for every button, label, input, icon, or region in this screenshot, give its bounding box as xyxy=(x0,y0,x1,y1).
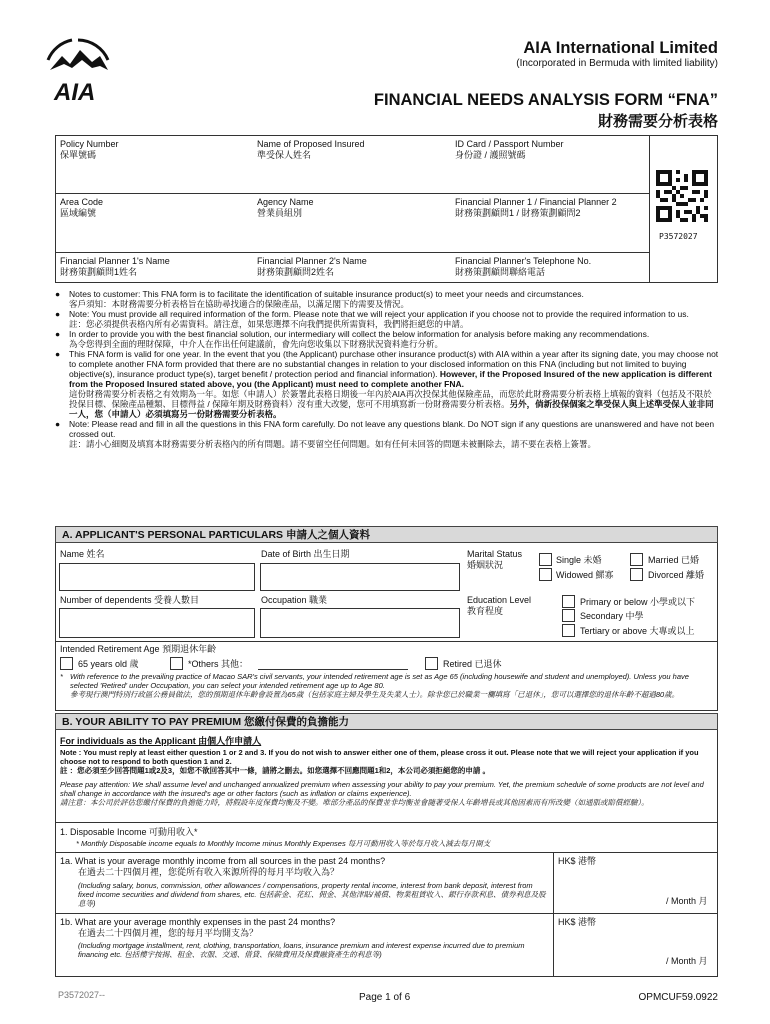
note-3-en: In order to provide you with the best financial solution, our intermediary will collect the below information for analysis before making any recommendations. xyxy=(69,329,650,339)
area-code-label-zh: 區域編號 xyxy=(60,208,97,218)
agency-name-label: Agency Name xyxy=(257,197,314,207)
id-card-label-zh: 身份證 / 護照號碼 xyxy=(455,150,526,160)
dependents-field[interactable] xyxy=(59,608,255,638)
divorced-label: Divorced 離婚 xyxy=(648,570,705,580)
individuals-heading: For individuals as the Applicant 由個人作申請人 xyxy=(60,736,262,746)
dob-label: Date of Birth 出生日期 xyxy=(261,549,350,559)
proposed-insured-label-zh: 準受保人姓名 xyxy=(257,150,312,160)
note-4-en-bold: However, if the Proposed Insured of the new application is different from the Proposed Insured stated above, you (the Applicant) must need to complete another FNA. xyxy=(69,369,712,389)
section-b-note-zh: 註 ：您必須至少回答問題1或2及3，如您不欲回答其中一條，請將之刪去。如您選擇不回應問題1和2，本公司必須拒絕您的申請 。 xyxy=(60,766,491,775)
planner1-name-label: Financial Planner 1's Name xyxy=(60,256,170,266)
page-number: Page 1 of 6 xyxy=(359,992,411,1003)
single-label: Single 未婚 xyxy=(556,555,602,565)
planner-label: Financial Planner 1 / Financial Planner 2 xyxy=(455,197,617,207)
section-a-title: A. APPLICANT'S PERSONAL PARTICULARS 申請人之個人資料 xyxy=(55,526,718,543)
company-sub: (Incorporated in Bermuda with limited liability) xyxy=(516,58,718,69)
q1b-per-month: / Month 月 xyxy=(666,956,708,966)
notes-list xyxy=(55,289,720,449)
logo-text: AIA xyxy=(54,79,96,106)
name-field[interactable] xyxy=(59,563,255,591)
occupation-label: Occupation 職業 xyxy=(261,595,328,605)
retire-note-zh: 參考現行澳門特別行政區公務員做法，您的預期退休年齡會設置為65歲（包括家庭主婦及學生及失業人士）。除非您已於職業一欄填寫「已退休」，您可以選擇您的退休年齡不超過80歲。 xyxy=(70,690,680,699)
secondary-label: Secondary 中學 xyxy=(580,611,644,621)
barcode-number: P3572027 xyxy=(659,232,698,241)
note-4-zh-bold: 另外，倘新投保個案之準受保人與上述準受保人並非同一人，您（申請人）必須填寫另一份財務需要分析表格。 xyxy=(69,399,714,419)
note-item xyxy=(55,329,720,349)
q1a-question-zh: 在過去二十四個月裡，您從所有收入來源所得的每月平均收入為？ xyxy=(78,867,340,877)
dependents-label: Number of dependents 受養人數目 xyxy=(60,595,200,605)
planner2-name-label: Financial Planner 2's Name xyxy=(257,256,367,266)
q1b-question-zh: 在過去二十四個月裡，您的每月平均開支為？ xyxy=(78,928,259,938)
planner-tel-label: Financial Planner's Telephone No. xyxy=(455,256,592,266)
qr-code xyxy=(656,170,708,222)
others-line[interactable] xyxy=(258,669,408,670)
planner-tel-label-zh: 財務策劃顧問聯絡電話 xyxy=(455,267,546,277)
retire-note-en: With reference to the prevailing practice of Macao SAR's civil servants, your intended retirement age is set as Age 65 (including housewife and student and unemployed). Unless you have selected 'Retired' under Occupation, you can select your intended retirement age up to Age 80. xyxy=(70,672,689,690)
note-4-zh: 這份財務需要分析表格之有效期為一年。如您（申請人）於簽署此表格日期後一年內於AIA再次投保其他保險產品，而您於此財務需要分析表格上填報的資料（包括及不限於投保目標、保險產品種類、目標得益 / 保障年期及財務資料）沒有重大改變，您可不用填寫新一份財務需要分析表格。 xyxy=(69,389,712,409)
education-label-zh: 教育程度 xyxy=(467,606,504,616)
q1a-currency: HK$ 港幣 xyxy=(558,856,597,866)
retired-checkbox[interactable] xyxy=(425,657,438,670)
q1a-question: 1a. What is your average monthly income from all sources in the past 24 months? xyxy=(60,856,386,866)
others-checkbox[interactable] xyxy=(170,657,183,670)
bullet-icon: ● xyxy=(55,349,61,359)
marital-label: Marital Status xyxy=(467,549,523,559)
others-label: *Others 其他： xyxy=(188,659,249,669)
planner2-name-label-zh: 財務策劃顧問2姓名 xyxy=(257,267,335,277)
form-code: OPMCUF59.0922 xyxy=(638,992,718,1003)
q1a-detail: (Including salary, bonus, commission, other allowances / compensations, property rental income, interest from bank deposit, interest from fixed income securities and dividend from shares, etc. 包括薪金、花紅、佣金、其他津貼/補償、物業租賃收入、銀行存款利息、債券利息及股息等) xyxy=(78,881,546,908)
education-label: Education Level xyxy=(467,595,532,605)
retirement-age-label: Intended Retirement Age 預期退休年齡 xyxy=(60,644,217,654)
age-65-label: 65 years old 歲 xyxy=(78,659,139,669)
q1b-detail: (Including mortgage installment, rent, clothing, transportation, loans, insurance premium and interest expense incurred due to premium financing etc. 包括樓宇按揭、租金、衣服、交通、借貸、保險費用及保費融資產生的利息等) xyxy=(78,941,525,959)
attention-zh: 請注意：本公司於評估您繳付保費的負擔能力時，將假設年度保費均衡及不變。唯部分產品的保費並非均衡並會隨著受保人年齡增長或其他因素而有所改變（如通脹或賠償經驗）。 xyxy=(60,798,649,807)
section-b-note-en: Note : You must reply at least either question 1 or 2 and 3. If you do not wish to answer either one of them, please cross it out. Please note that we will reject your application if you choose not to respond to both question 1 and 2. xyxy=(60,748,699,766)
section-b-title: B. YOUR ABILITY TO PAY PREMIUM 您繳付保費的負擔能力 xyxy=(55,713,718,730)
divorced-checkbox[interactable] xyxy=(630,568,643,581)
note-2-en: Note: You must provide all required information of the form. Please note that we will reject your application if you choose not to provide the required information to us. xyxy=(69,309,689,319)
policy-number-label: Policy Number xyxy=(60,139,119,149)
attention-en: Please pay attention: We shall assume level and unchanged annualized premium when assessing your ability to pay your premium. Yet, the premium schedule of some products are not level and shall change in accordance with the insured's age or other factors (such as inflation or claims experience). xyxy=(60,780,704,798)
q1-label: 1. Disposable Income 可動用收入* xyxy=(60,827,198,837)
note-5-zh: 註：請小心細閱及填寫本財務需要分析表格內的所有問題。請不要留空任何問題。如有任何未回答的問題未被刪除去，請不要在表格上簽署。 xyxy=(69,439,597,449)
form-title-zh: 財務需要分析表格 xyxy=(597,113,718,130)
note-item xyxy=(55,349,720,419)
note-2-zh: 註：您必須提供表格內所有必需資料。請注意，如果您選擇不向我們提供所需資料，我們將拒絕您的申請。 xyxy=(69,319,469,329)
tertiary-checkbox[interactable] xyxy=(562,624,575,637)
note-item xyxy=(55,419,720,449)
id-card-label: ID Card / Passport Number xyxy=(455,139,564,149)
area-code-label: Area Code xyxy=(60,197,104,207)
widowed-checkbox[interactable] xyxy=(539,568,552,581)
aia-logo xyxy=(42,36,114,106)
secondary-checkbox[interactable] xyxy=(562,609,575,622)
primary-label: Primary or below 小學或以下 xyxy=(580,597,696,607)
age-65-checkbox[interactable] xyxy=(60,657,73,670)
bullet-icon: ● xyxy=(55,309,61,319)
form-title: FINANCIAL NEEDS ANALYSIS FORM “FNA” xyxy=(373,91,718,109)
q1-note: * Monthly Disposable income equals to Monthly Income minus Monthly Expenses 每月可動用收入等於每月收入減去每月開支 xyxy=(76,839,491,848)
primary-checkbox[interactable] xyxy=(562,595,575,608)
occupation-field[interactable] xyxy=(260,608,460,638)
company-name: AIA International Limited xyxy=(523,39,718,57)
bullet-icon: ● xyxy=(55,419,61,429)
dob-field[interactable] xyxy=(260,563,460,591)
tertiary-label: Tertiary or above 大專或以上 xyxy=(580,626,695,636)
retired-label: Retired 已退休 xyxy=(443,659,502,669)
proposed-insured-label: Name of Proposed Insured xyxy=(257,139,365,149)
married-label: Married 已婚 xyxy=(648,555,700,565)
widowed-label: Widowed 鰥寡 xyxy=(556,570,614,580)
footer-code-left: P3572027-- xyxy=(58,990,106,1000)
q1a-amount-field[interactable] xyxy=(558,868,658,898)
name-label: Name 姓名 xyxy=(60,549,105,559)
q1a-per-month: / Month 月 xyxy=(666,896,708,906)
note-1-en: Notes to customer: This FNA form is to facilitate the identification of suitable insurance product(s) to meet your needs and circumstances. xyxy=(69,289,584,299)
married-checkbox[interactable] xyxy=(630,553,643,566)
q1b-amount-field[interactable] xyxy=(558,929,658,957)
single-checkbox[interactable] xyxy=(539,553,552,566)
agency-name-label-zh: 營業員組別 xyxy=(257,208,303,218)
note-3-zh: 為令您得到全面的理財保障，中介人在作出任何建議前，會先向您收集以下財務狀況資料進行分析。 xyxy=(69,339,444,349)
note-1-zh: 客戶須知：本財務需要分析表格旨在協助尋找適合的保險產品，以滿足閣下的需要及情況。 xyxy=(69,299,410,309)
q1b-question: 1b. What are your average monthly expenses in the past 24 months? xyxy=(60,917,336,927)
note-item xyxy=(55,309,720,329)
q1b-currency: HK$ 港幣 xyxy=(558,917,597,927)
policy-number-label-zh: 保單號碼 xyxy=(60,150,97,160)
bullet-icon: ● xyxy=(55,329,61,339)
marital-label-zh: 婚姻狀況 xyxy=(467,560,504,570)
bullet-icon: ● xyxy=(55,289,61,299)
planner1-name-label-zh: 財務策劃顧問1姓名 xyxy=(60,267,138,277)
note-item xyxy=(55,289,720,309)
planner-label-zh: 財務策劃顧問1 / 財務策劃顧問2 xyxy=(455,208,581,218)
note-4-en: This FNA form is valid for one year. In the event that you (the Applicant) purchase other insurance product(s) with AIA within a year after its signing date, you may choose not to complete another FNA form provided that there are no substantial changes in relation to your disclosed information on this FNA (including but not limited to buying objective(s), insurance product type(s), target benefit / protection period and financial information). xyxy=(69,349,719,379)
note-5-en: Note: Please read and fill in all the questions in this FNA form carefully. Do not leave any questions blank. Do NOT sign if any questions are unanswered and have not been crossed out. xyxy=(69,419,715,439)
